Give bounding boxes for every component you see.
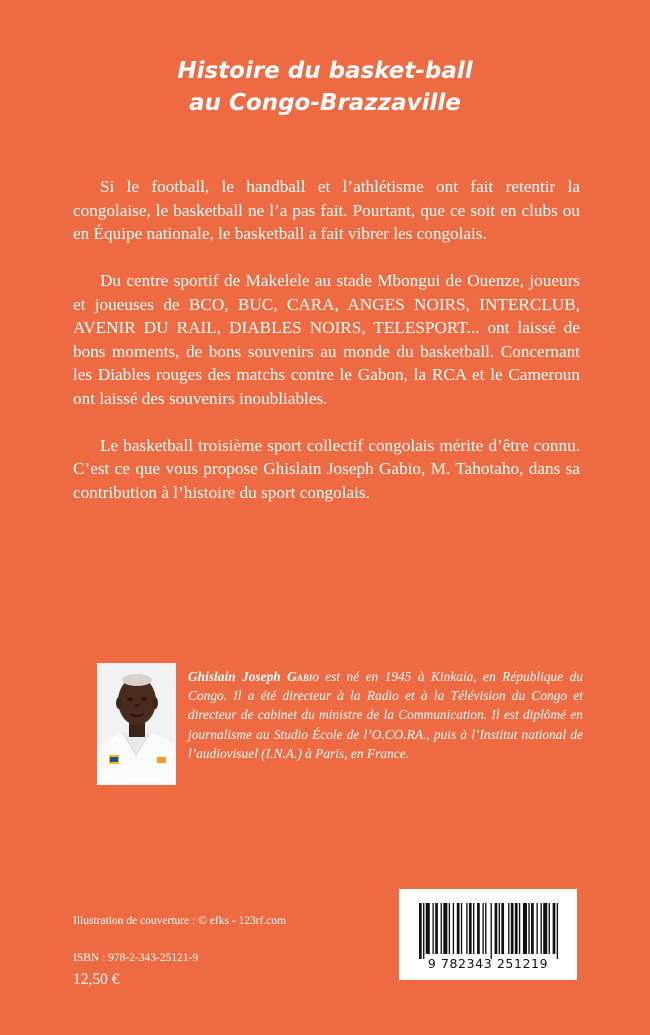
blurb: [73, 175, 580, 504]
barcode-bar: [477, 903, 480, 954]
barcode-bar: [419, 903, 422, 959]
blurb-paragraph-2: Du centre sportif de Makelele au stade Mbongui de Ouenze, joueurs et joueuses de BCO, BUC, CARA, ANGES NOIRS, INTERCLUB, AVENIR DU RAIL, DIABLES NOIRS, TELESPORT... ont laissé de bons moments, de bons souvenirs au monde du basketball. Concernant les Diables rouges des matchs contre le Gabon, la RCA et le Cameroun ont laissé des souvenirs inoubliables.: [73, 271, 580, 408]
blurb-paragraph-3: Le basketball troisième sport collectif congolais mérite d’être connu. C’est ce que vous propose Ghislain Joseph Gabio, M. Tahotaho, dans sa contribution à l’histoire du sport congolais.: [73, 435, 580, 502]
barcode-bar: [536, 903, 537, 954]
price: 12,50 €: [73, 971, 120, 988]
barcode-bar: [531, 903, 534, 954]
barcode-bar: [469, 903, 472, 954]
barcode-bar: [433, 903, 434, 954]
barcode-bar: [453, 903, 454, 954]
barcode-bar: [426, 903, 430, 954]
barcode-bar: [457, 903, 460, 954]
barcode-bar: [482, 903, 483, 954]
barcode-bar: [501, 903, 504, 954]
barcode-bar: [466, 903, 467, 954]
barcode-bar: [485, 903, 486, 954]
barcode-bar: [543, 903, 547, 954]
blurb-paragraph-1: Si le football, le handball et l’athlétisme ont fait retentir la congolaise, le basketball ne l’a pas fait. Pourtant, que ce soit en clubs ou en Équipe nationale, le basketball a fait vibrer les congolais.: [73, 177, 580, 243]
book-title-line-1: Histoire du basket-ball: [177, 58, 473, 84]
barcode-bar: [549, 903, 550, 954]
barcode-bar: [508, 903, 509, 954]
barcode-bar: [557, 903, 558, 959]
book-title-line-2: au Congo-Brazzaville: [189, 90, 461, 116]
barcode-bar: [441, 903, 442, 954]
barcode-bar: [528, 903, 529, 954]
barcode-bar: [523, 903, 527, 954]
barcode: [399, 889, 577, 980]
barcode-bar: [423, 903, 424, 959]
barcode-bar: [495, 903, 498, 954]
barcode-bar: [499, 903, 500, 954]
isbn: ISBN : 978-2-343-25121-9: [73, 952, 199, 964]
barcode-bar: [435, 903, 438, 954]
book-title: [0, 55, 650, 119]
author-first-names: Ghislain Joseph: [188, 669, 281, 684]
barcode-bar: [541, 903, 542, 954]
barcode-bar: [519, 903, 520, 954]
barcode-bar: [443, 903, 447, 954]
barcode-bar: [461, 903, 462, 954]
author-photo: [97, 663, 176, 785]
barcode-bar: [473, 903, 474, 954]
author-bio-text: est né en 1945 à Kinkala, en République du Congo. Il a été directeur à la Radio et à la Télévision du Congo et directeur de cabinet du ministre de la Communication. Il est diplômé en journalisme au Studio École de l’O.CO.RA., puis à l’Institut national de l’audiovisuel (I.N.A.) à Paris, en France.: [188, 669, 583, 761]
barcode-bar: [511, 903, 514, 954]
barcode-bar: [553, 903, 556, 954]
cover-credit: Illustration de couverture : © efks - 123rf.com: [73, 915, 287, 927]
author-last-name: Gabio: [287, 669, 319, 684]
barcode-bar: [491, 903, 492, 959]
barcode-digits: 9 782343 251219: [427, 956, 549, 971]
author-bio: [188, 667, 583, 763]
barcode-bar: [515, 903, 518, 954]
barcode-bar: [449, 903, 450, 954]
